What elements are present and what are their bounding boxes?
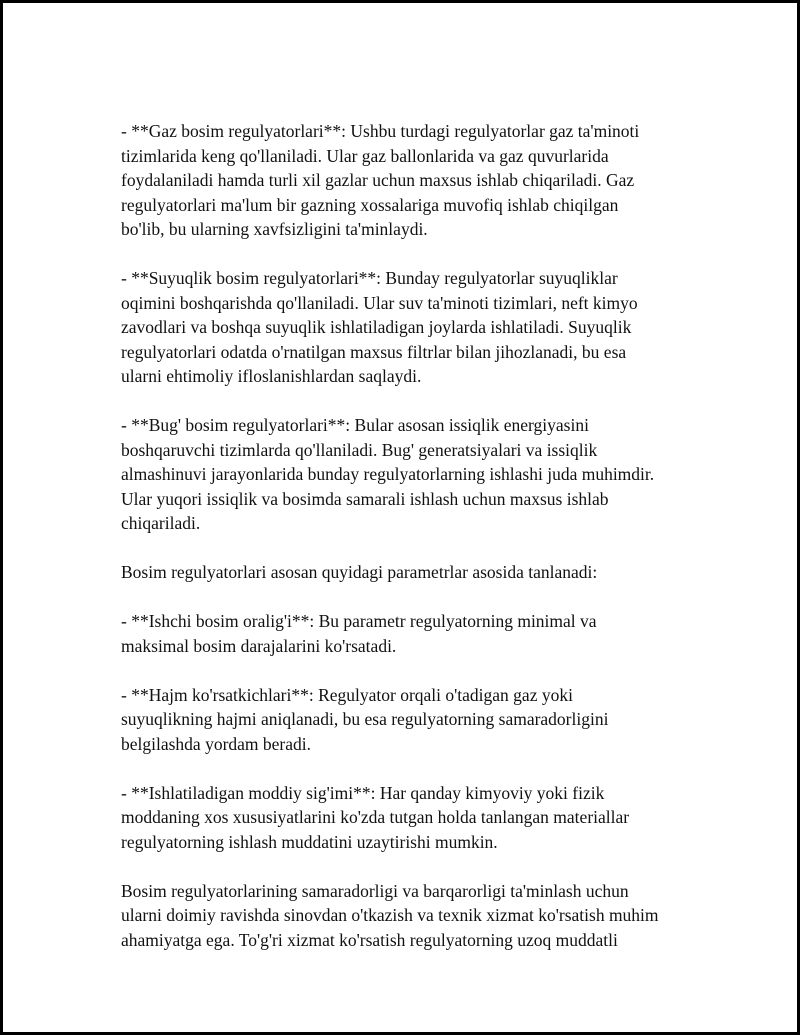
paragraph-steam-regulators	[121, 413, 721, 536]
text-line: - **Bug' bosim regulyatorlari**: Bular asosan issiqlik energiyasini	[121, 415, 589, 435]
text-line: almashinuvi jarayonlarida bunday regulyatorlarning ishlashi juda muhimdir.	[121, 464, 655, 484]
text-line: foydalaniladi hamda turli xil gazlar uchun maxsus ishlab chiqariladi. Gaz	[121, 170, 635, 190]
text-line: bo'lib, bu ularning xavfsizligini ta'minlaydi.	[121, 219, 428, 239]
text-line: maksimal bosim darajalarini ko'rsatadi.	[121, 635, 397, 656]
text-line: - **Ishchi bosim oralig'i**: Bu parametr regulyatorning minimal va	[121, 611, 597, 631]
text-line: - **Gaz bosim regulyatorlari**: Ushbu turdagi regulyatorlar gaz ta'minoti	[121, 121, 640, 141]
text-line: - **Ishlatiladigan moddiy sig'imi**: Har qanday kimyoviy yoki fizik	[121, 782, 605, 803]
document-body	[121, 119, 721, 952]
paragraph-selection-intro	[121, 560, 721, 585]
paragraph-volume-indicators	[121, 683, 721, 757]
text-line: - **Suyuqlik bosim regulyatorlari**: Bunday regulyatorlar suyuqliklar	[121, 268, 618, 288]
text-line: - **Hajm ko'rsatkichlari**: Regulyator orqali o'tadigan gaz yoki	[121, 684, 573, 705]
text-line: Bosim regulyatorlarining samaradorligi va barqarorligi ta'minlash uchun	[121, 880, 629, 901]
text-line: moddaning xos xususiyatlarini ko'zda tutgan holda tanlangan materiallar	[121, 807, 630, 827]
text-line: regulyatorning ishlash muddatini uzaytirishi mumkin.	[121, 831, 498, 852]
text-line: ularni ehtimoliy ifloslanishlardan saqlaydi.	[121, 366, 422, 386]
text-line: Ular yuqori issiqlik va bosimda samarali ishlash uchun maxsus ishlab	[121, 488, 609, 509]
text-line: suyuqlikning hajmi aniqlanadi, bu esa regulyatorning samaradorligini	[121, 709, 609, 729]
paragraph-maintenance	[121, 879, 721, 953]
text-line: Bosim regulyatorlari asosan quyidagi parametrlar asosida tanlanadi:	[121, 562, 598, 582]
text-line: boshqaruvchi tizimlarda qo'llaniladi. Bug' generatsiyalari va issiqlik	[121, 439, 598, 460]
text-line: ahamiyatga ega. To'g'ri xizmat ko'rsatish regulyatorning uzoq muddatli	[121, 929, 618, 950]
text-line: oqimini boshqarishda qo'llaniladi. Ular suv ta'minoti tizimlari, neft kimyo	[121, 292, 638, 313]
text-line: ularni doimiy ravishda sinovdan o'tkazish va texnik xizmat ko'rsatish muhim	[121, 905, 659, 925]
text-line: zavodlari va boshqa suyuqlik ishlatiladigan joylarda ishlatiladi. Suyuqlik	[121, 317, 632, 337]
text-line: regulyatorlari ma'lum bir gazning xossalariga muvofiq ishlab chiqilgan	[121, 194, 619, 215]
text-line: chiqariladi.	[121, 513, 201, 533]
paragraph-gas-regulators	[121, 119, 721, 242]
paragraph-liquid-regulators	[121, 266, 721, 389]
paragraph-pressure-range	[121, 609, 721, 658]
text-line: tizimlarida keng qo'llaniladi. Ular gaz ballonlarida va gaz quvurlarida	[121, 145, 609, 166]
paragraph-material-capacity	[121, 781, 721, 855]
text-line: belgilashda yordam beradi.	[121, 733, 312, 754]
text-line: regulyatorlari odatda o'rnatilgan maxsus filtrlar bilan jihozlanadi, bu esa	[121, 341, 627, 362]
